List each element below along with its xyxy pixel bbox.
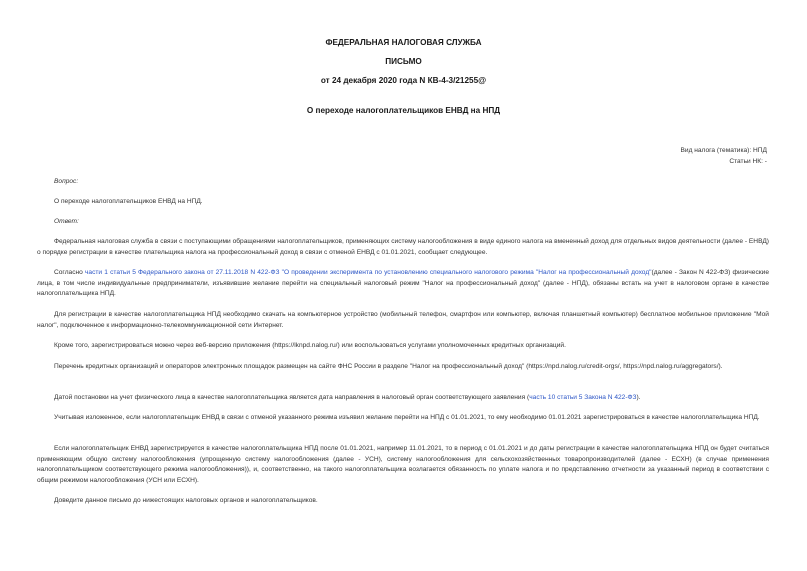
question-text: О переходе налогоплательщиков ЕНВД на НПД. xyxy=(54,198,203,205)
paragraph-6-lead: Датой постановки на учет физического лица в качестве налогоплательщика является дата направления в налоговый орган соответствующего заявления ( xyxy=(54,394,530,401)
document-subject: О переходе налогоплательщиков ЕНВД на НПД xyxy=(306,106,501,115)
law-422-article-5-part-1-link[interactable]: части 1 статьи 5 Федерального закона от 27.11.2018 N 422-ФЗ "О проведении эксперимента по установлению специального налогового режима "Налог на профессиональный доход" xyxy=(85,269,652,276)
paragraph-7: Учитывая изложенное, если налогоплательщик ЕНВД в связи с отменой указанного режима изъявил желание перейти на НПД с 01.01.2021, то ему необходимо 01.01.2021 зарегистрироваться в качестве налогоплательщика НПД. xyxy=(54,414,760,421)
paragraph-8: Если налогоплательщик ЕНВД зарегистрируется в качестве налогоплательщика НПД после 01.01.2021, например 11.01.2021, то в период с 01.01.2021 и до даты регистрации в качестве налогоплательщика НПД он будет считаться применяющим общую систему налогообложения (упрощенную систему налогообложения (далее - УСН), систему налогообложения для сельскохозяйственных товаропроизводителей (далее - ЕСХН) (в случае применения налогоплательщиком соответствующего режима налогообложения)), и, соответственно, на такого налогоплательщика возлагается обязанность по уплате налога и по представлению отчетности за указанный период в соответствии с общим режимом налогообложения (УСН или ЕСХН). xyxy=(37,445,769,484)
tax-code-articles-meta: Статьи НК: - xyxy=(729,158,767,165)
law-422-article-5-part-10-link[interactable]: часть 10 статьи 5 Закона N 422-ФЗ xyxy=(529,394,637,401)
agency-title: ФЕДЕРАЛЬНАЯ НАЛОГОВАЯ СЛУЖБА xyxy=(325,38,482,47)
paragraph-2 xyxy=(37,268,769,300)
paragraph-5: Перечень кредитных организаций и операторов электронных площадок размещен на сайте ФНС России в разделе "Налог на профессиональный доход" (https://npd.nalog.ru/credit-orgs/, https://npd.nalog.ru/aggregators/). xyxy=(54,363,723,370)
paragraph-3: Для регистрации в качестве налогоплательщика НПД необходимо скачать на компьютерное устройство (мобильный телефон, смартфон или компьютер, включая планшетный компьютер) бесплатное мобильное приложение "Мой налог", подключенное к информационно-телекоммуникационной сети Интернет. xyxy=(37,311,769,329)
paragraph-1: Федеральная налоговая служба в связи с поступающими обращениями налогоплательщиков, применяющих систему налогообложения в виде единого налога на вмененный доход для отдельных видов деятельности (далее - ЕНВД) о порядке регистрации в качестве плательщика налога на профессиональный доход в связи с отменой ЕНВД с 01.01.2021, сообщает следующее. xyxy=(37,238,769,256)
paragraph-6 xyxy=(37,393,769,404)
answer-label: Ответ: xyxy=(54,218,79,225)
paragraph-2-lead: Согласно xyxy=(54,269,85,276)
paragraph-9: Доведите данное письмо до нижестоящих налоговых органов и налогоплательщиков. xyxy=(54,497,318,504)
document-date-number: от 24 декабря 2020 года N КВ-4-3/21255@ xyxy=(320,76,487,85)
paragraph-4: Кроме того, зарегистрироваться можно через веб-версию приложения (https://lknpd.nalog.ru/) или воспользоваться услугами уполномоченных кредитных организаций. xyxy=(54,342,566,349)
tax-type-meta: Вид налога (тематика): НПД xyxy=(680,147,767,154)
question-label: Вопрос: xyxy=(54,178,79,185)
document-type: ПИСЬМО xyxy=(385,57,422,66)
paragraph-2-rest: (далее - Закон N 422-ФЗ) физические лица, в том числе индивидуальные предприниматели, изъявившие желание перейти на специальный налоговый режим "Налог на профессиональный доход" (далее - НПД), обязаны встать на учет в налоговом органе в качестве налогоплательщика НПД. xyxy=(37,269,769,298)
paragraph-6-rest: ). xyxy=(636,394,641,401)
